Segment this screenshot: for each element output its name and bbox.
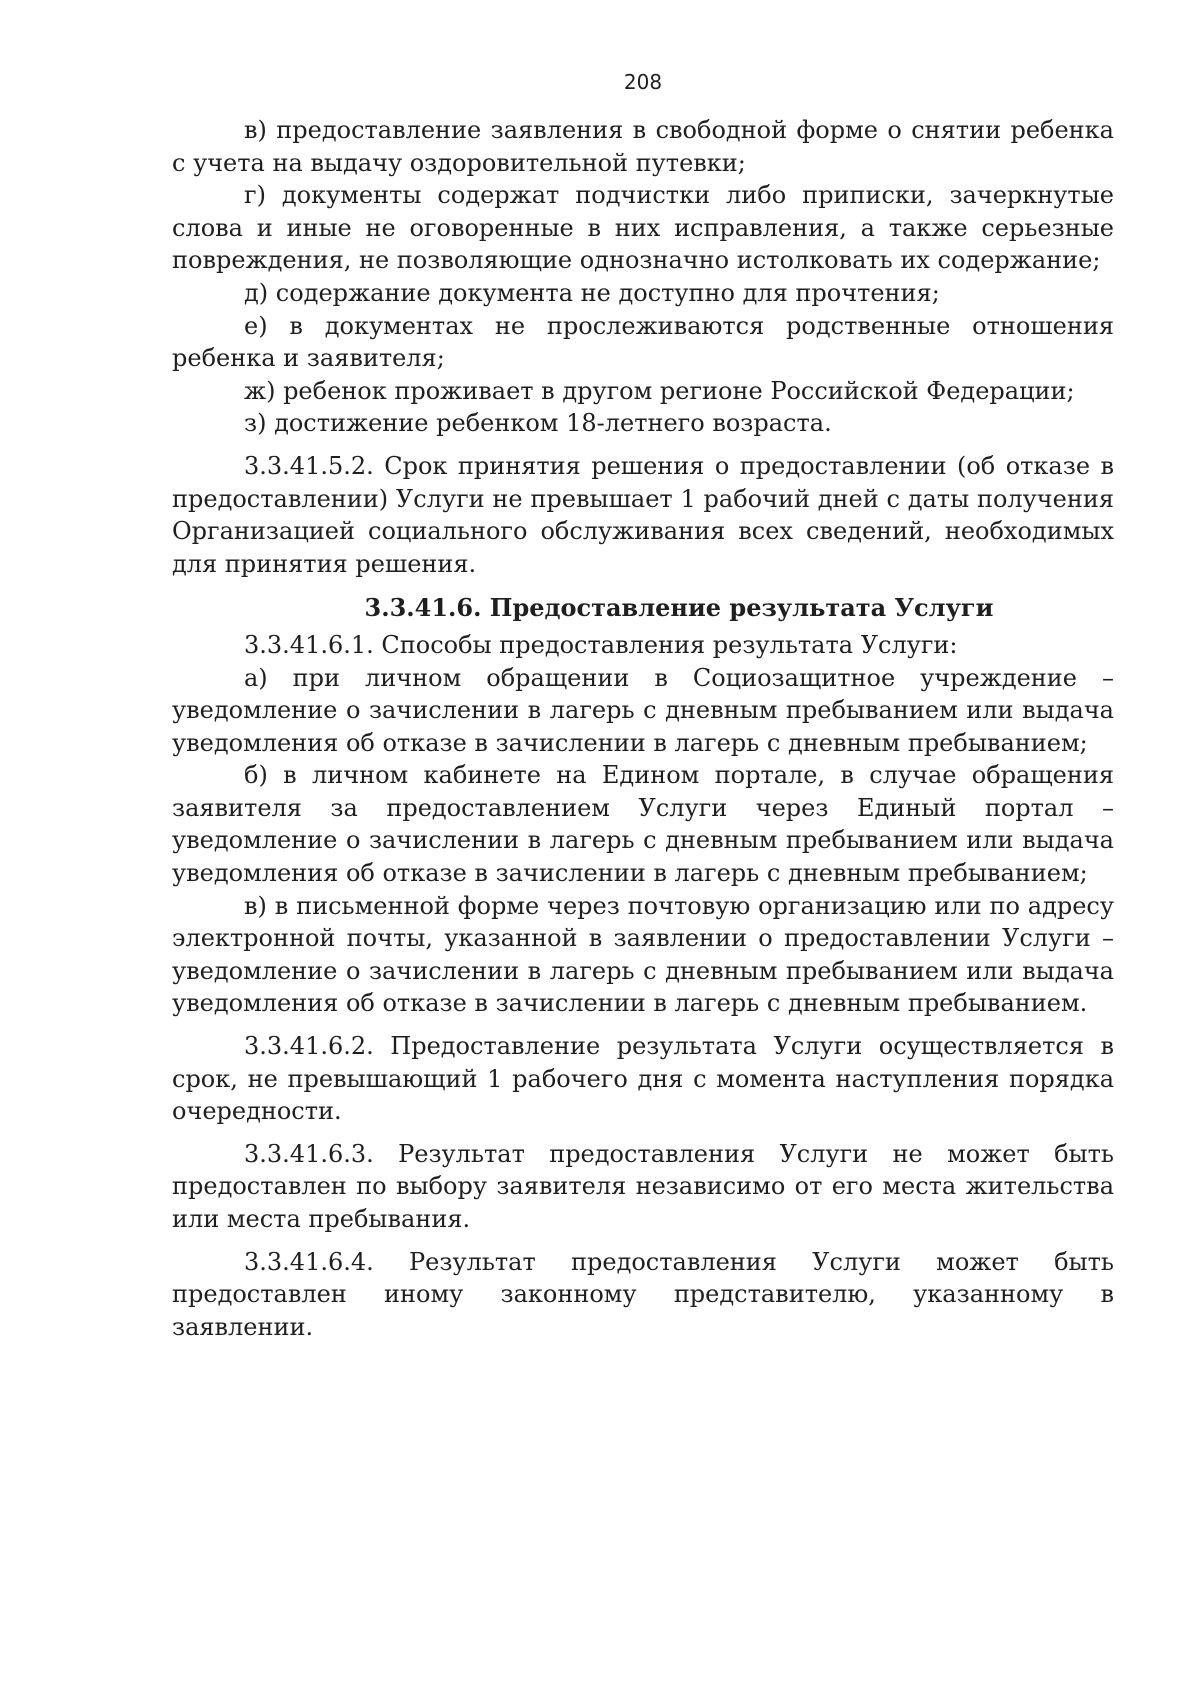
paragraph-3-3-41-6-3: 3.3.41.6.3. Результат предоставления Услуги не может быть предоставлен по выбору заявителя независимо от его места жительства или места пребывания.: [172, 1139, 1114, 1233]
list-item-v-2: в) в письменной форме через почтовую организацию или по адресу электронной почты, указанной в заявлении о предоставлении Услуги – уведомление о зачислении в лагерь с дневным пребыванием или выдача уведомления об отказе в зачислении в лагерь с дневным пребыванием.: [172, 891, 1114, 1018]
paragraph-3-3-41-6-4: 3.3.41.6.4. Результат предоставления Услуги может быть предоставлен иному законному представителю, указанному в заявлении.: [172, 1247, 1114, 1341]
list-item-zh: ж) ребенок проживает в другом регионе Российской Федерации;: [244, 376, 1075, 405]
list-item-z: з) достижение ребенком 18-летнего возраста.: [244, 409, 832, 438]
list-item-v: в) предоставление заявления в свободной форме о снятии ребенка с учета на выдачу оздоровительной путевки;: [172, 116, 1114, 177]
paragraph-3-3-41-6-2: 3.3.41.6.2. Предоставление результата Услуги осуществляется в срок, не превышающий 1 рабочего дня с момента наступления порядка очередности.: [172, 1032, 1114, 1126]
list-item-b: б) в личном кабинете на Едином портале, в случае обращения заявителя за предоставлением Услуги через Единый портал – уведомление о зачислении в лагерь с дневным пребыванием или выдача уведомления об отказе в зачислении в лагерь с дневным пребыванием;: [172, 761, 1114, 888]
page-number: 208: [623, 70, 663, 94]
paragraph-3-3-41-5-2: 3.3.41.5.2. Срок принятия решения о предоставлении (об отказе в предоставлении) Услуги не превышает 1 рабочий дней с даты получения Организацией социального обслуживания всех сведений, необходимых для принятия решения.: [172, 451, 1114, 578]
paragraph-3-3-41-6-1: 3.3.41.6.1. Способы предоставления результата Услуги:: [244, 630, 958, 659]
list-item-g: г) документы содержат подчистки либо приписки, зачеркнутые слова и иные не оговоренные в них исправления, а также серьезные повреждения, не позволяющие однозначно истолковать их содержание;: [172, 181, 1114, 275]
list-item-e: е) в документах не прослеживаются родственные отношения ребенка и заявителя;: [172, 311, 1114, 373]
section-heading: 3.3.41.6. Предоставление результата Услуги: [364, 593, 994, 623]
list-item-a: а) при личном обращении в Социозащитное учреждение – уведомление о зачислении в лагерь с дневным пребыванием или выдача уведомления об отказе в зачислении в лагерь с дневным пребыванием;: [172, 663, 1114, 757]
list-item-d: д) содержание документа не доступно для прочтения;: [244, 278, 940, 307]
